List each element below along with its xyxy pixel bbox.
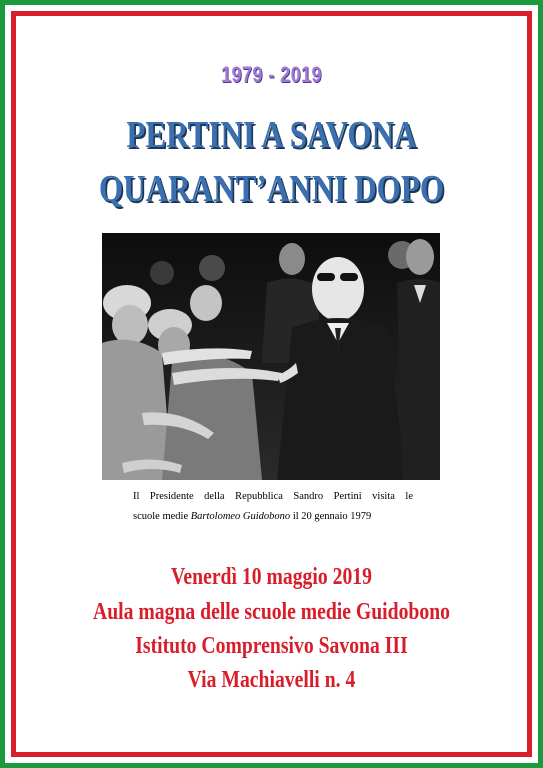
- caption-text: scuole medie: [133, 511, 191, 522]
- historic-photo: [102, 233, 440, 480]
- title-line-2: QUARANT’ANNI DOPO: [98, 168, 445, 210]
- caption-date: il 20 gennaio 1979: [290, 511, 372, 522]
- event-date: Venerdì 10 maggio 2019: [170, 564, 372, 590]
- event-venue: Aula magna delle scuole medie Guidobono: [92, 599, 451, 625]
- years-heading: 1979 - 2019: [221, 62, 322, 87]
- photo-caption-line-1: Il Presidente della Repubblica Sandro Pertini visita le: [133, 491, 413, 502]
- event-institute: Istituto Comprensivo Savona III: [135, 633, 408, 659]
- title-line-1: PERTINI A SAVONA: [126, 114, 417, 156]
- event-address: Via Machiavelli n. 4: [187, 667, 356, 693]
- photo-caption-line-2: [133, 507, 413, 527]
- caption-school-name: Bartolomeo Guidobono: [190, 511, 291, 522]
